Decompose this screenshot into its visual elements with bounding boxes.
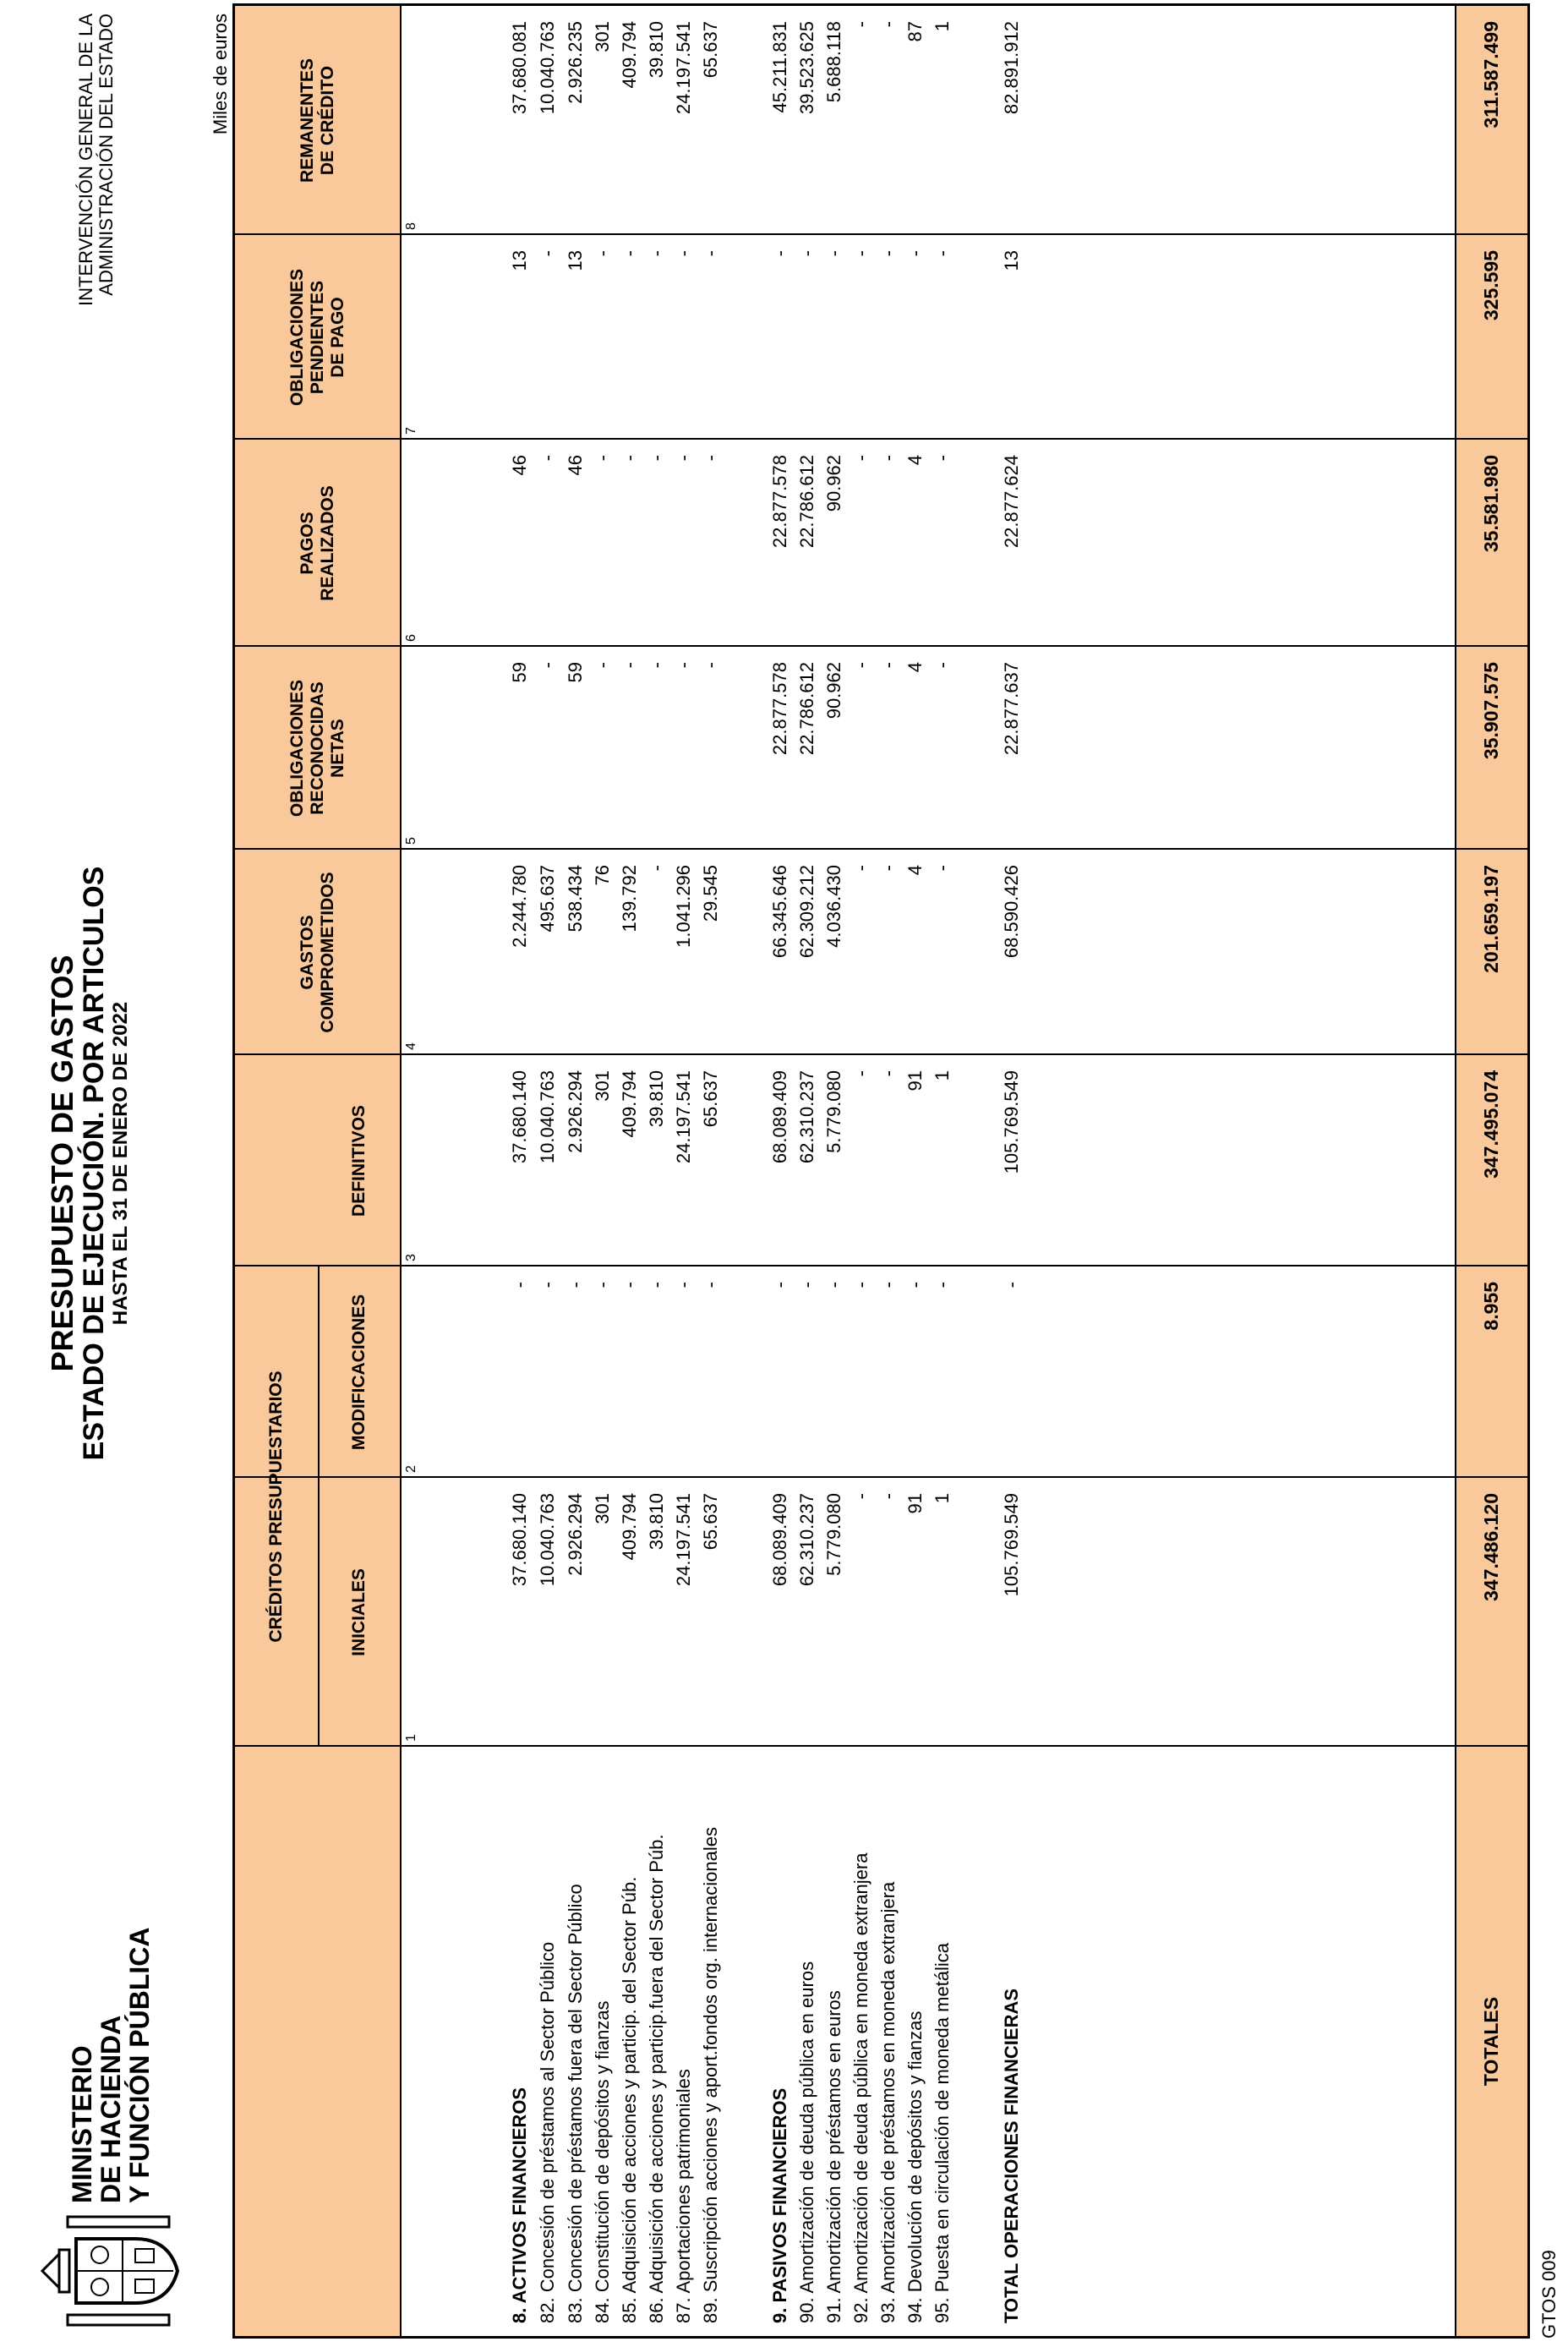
row-value: 59 bbox=[565, 662, 586, 683]
units-label: Miles de euros bbox=[210, 14, 231, 135]
row-value: 2.926.235 bbox=[565, 21, 586, 104]
column-number: 7 bbox=[404, 427, 418, 435]
row-value: - bbox=[850, 250, 871, 257]
row-value: - bbox=[850, 662, 871, 669]
row-value: - bbox=[850, 865, 871, 872]
row-value: 4.036.430 bbox=[823, 865, 844, 948]
row-concept: 92. Amortización de deuda pública en moneda extranjera bbox=[850, 1852, 871, 2323]
header-comprometidos: GASTOS COMPROMETIDOS bbox=[297, 872, 337, 1033]
column-number: 6 bbox=[404, 634, 418, 642]
report-title: PRESUPUESTO DE GASTOS bbox=[45, 955, 79, 1372]
row-value: - bbox=[850, 455, 871, 462]
row-concept: 85. Adquisición de acciones y particip. del Sector Púb. bbox=[619, 1876, 640, 2323]
row-value: 39.810 bbox=[646, 21, 667, 79]
row-value: 301 bbox=[592, 21, 613, 52]
row-value: - bbox=[877, 1493, 899, 1500]
row-value: - bbox=[850, 1493, 871, 1500]
row-value: 4 bbox=[904, 455, 926, 466]
row-value: - bbox=[850, 21, 871, 28]
row-value: 409.794 bbox=[619, 21, 640, 89]
row-value: 2.926.294 bbox=[565, 1493, 586, 1576]
row-value: - bbox=[565, 1282, 586, 1288]
row-value: 10.040.763 bbox=[537, 21, 558, 115]
row-value: 13 bbox=[1001, 250, 1022, 271]
row-value: - bbox=[592, 662, 613, 669]
row-value: - bbox=[932, 1282, 953, 1288]
report-title-block bbox=[46, 741, 133, 1586]
row-value: 90.962 bbox=[823, 455, 844, 512]
row-value: 91 bbox=[904, 1493, 926, 1514]
row-value: 409.794 bbox=[619, 1070, 640, 1138]
row-value: 301 bbox=[592, 1493, 613, 1524]
row-value: 5.779.080 bbox=[823, 1493, 844, 1576]
row-value: - bbox=[537, 250, 558, 257]
row-value: - bbox=[877, 455, 899, 462]
header-creditos: CRÉDITOS PRESUPUESTARIOS bbox=[266, 1370, 286, 1643]
row-value: - bbox=[700, 1282, 721, 1288]
column-number: 1 bbox=[404, 1734, 418, 1742]
row-value: - bbox=[877, 1282, 899, 1288]
row-value: 62.310.237 bbox=[796, 1493, 817, 1587]
row-value: 1.041.296 bbox=[673, 865, 694, 948]
row-value: 68.089.409 bbox=[769, 1493, 790, 1587]
row-concept: 83. Concesión de préstamos fuera del Sector Público bbox=[565, 1884, 586, 2323]
row-value: 37.680.081 bbox=[509, 21, 530, 115]
row-value: 10.040.763 bbox=[537, 1493, 558, 1587]
row-value: - bbox=[537, 662, 558, 669]
row-value: 68.590.426 bbox=[1001, 865, 1022, 959]
column-number: 4 bbox=[404, 1042, 418, 1050]
row-value: - bbox=[537, 1282, 558, 1288]
row-value: - bbox=[904, 250, 926, 257]
header-remanentes: REMANENTES DE CRÉDITO bbox=[297, 58, 337, 183]
row-value: - bbox=[619, 1282, 640, 1288]
row-value: 37.680.140 bbox=[509, 1070, 530, 1164]
row-concept: 9. PASIVOS FINANCIEROS bbox=[769, 2087, 790, 2323]
row-value: - bbox=[646, 662, 667, 669]
row-value: 65.637 bbox=[700, 1070, 721, 1128]
header-pendientes: OBLIGACIONES PENDIENTES DE PAGO bbox=[287, 268, 347, 407]
total-iniciales: 347.486.120 bbox=[1480, 1493, 1502, 1601]
row-value: 538.434 bbox=[565, 865, 586, 933]
row-value: 10.040.763 bbox=[537, 1070, 558, 1164]
header-definitivos: DEFINITIVOS bbox=[348, 1105, 369, 1217]
row-value: - bbox=[700, 662, 721, 669]
row-value: 76 bbox=[592, 865, 613, 886]
row-concept: 8. ACTIVOS FINANCIEROS bbox=[509, 2087, 530, 2323]
row-value: 1 bbox=[932, 21, 953, 32]
row-value: - bbox=[646, 250, 667, 257]
row-value: 59 bbox=[509, 662, 530, 683]
row-value: - bbox=[646, 455, 667, 462]
row-value: 139.792 bbox=[619, 865, 640, 933]
row-value: - bbox=[673, 1282, 694, 1288]
row-value: - bbox=[904, 1282, 926, 1288]
row-value: 2.244.780 bbox=[509, 865, 530, 948]
row-value: - bbox=[700, 250, 721, 257]
row-value: 90.962 bbox=[823, 662, 844, 719]
row-value: - bbox=[646, 865, 667, 872]
row-value: 91 bbox=[904, 1070, 926, 1091]
row-value: - bbox=[592, 1282, 613, 1288]
total-comprometidos: 201.659.197 bbox=[1480, 865, 1502, 973]
budget-table bbox=[232, 3, 1530, 2339]
row-value: - bbox=[673, 662, 694, 669]
row-value: 62.310.237 bbox=[796, 1070, 817, 1164]
row-value: 22.877.624 bbox=[1001, 455, 1022, 549]
row-value: - bbox=[700, 455, 721, 462]
row-value: 5.688.118 bbox=[823, 21, 844, 103]
row-value: - bbox=[619, 662, 640, 669]
row-value: 46 bbox=[509, 455, 530, 476]
row-value: 4 bbox=[904, 865, 926, 876]
report-code: GTOS 009 bbox=[1538, 2250, 1560, 2339]
row-value: 87 bbox=[904, 21, 926, 42]
ministry-name: MINISTERIO DE HACIENDA Y FUNCIÓN PÚBLICA bbox=[67, 1927, 155, 2203]
column-number: 2 bbox=[404, 1465, 418, 1473]
row-value: 24.197.541 bbox=[673, 21, 694, 115]
total-pendientes: 325.595 bbox=[1480, 250, 1502, 321]
row-concept: 84. Constitución de depósitos y fianzas bbox=[592, 2000, 613, 2323]
row-concept: 86. Adquisición de acciones y particip.fuera del Sector Púb. bbox=[646, 1834, 667, 2323]
row-value: 66.345.646 bbox=[769, 865, 790, 959]
row-concept: TOTAL OPERACIONES FINANCIERAS bbox=[1001, 1988, 1022, 2323]
row-value: - bbox=[646, 1282, 667, 1288]
totals-label: TOTALES bbox=[1480, 1996, 1502, 2087]
row-value: - bbox=[796, 1282, 817, 1288]
row-value: - bbox=[877, 21, 899, 28]
organization-name: INTERVENCIÓN GENERAL DE LA ADMINISTRACIÓN DEL ESTADO bbox=[75, 14, 117, 306]
row-value: 2.926.294 bbox=[565, 1070, 586, 1153]
row-value: - bbox=[796, 250, 817, 257]
row-value: 65.637 bbox=[700, 1493, 721, 1551]
row-value: 62.309.212 bbox=[796, 865, 817, 959]
row-value: - bbox=[850, 1282, 871, 1288]
row-value: 301 bbox=[592, 1070, 613, 1102]
coat-of-arms-emblem bbox=[34, 2212, 186, 2330]
row-value: - bbox=[877, 662, 899, 669]
row-value: - bbox=[877, 1070, 899, 1077]
row-value: 4 bbox=[904, 662, 926, 673]
row-value: - bbox=[619, 455, 640, 462]
row-value: 495.637 bbox=[537, 865, 558, 933]
row-value: 409.794 bbox=[619, 1493, 640, 1561]
total-pagos: 35.581.980 bbox=[1480, 455, 1502, 553]
row-value: 46 bbox=[565, 455, 586, 476]
row-value: 65.637 bbox=[700, 21, 721, 79]
row-value: 1 bbox=[932, 1493, 953, 1504]
row-value: 39.810 bbox=[646, 1070, 667, 1128]
report-date: HASTA EL 31 DE ENERO DE 2022 bbox=[109, 1001, 132, 1326]
header-pagos: PAGOS REALIZADOS bbox=[297, 485, 337, 601]
row-value: 22.877.578 bbox=[769, 455, 790, 549]
row-value: 22.877.578 bbox=[769, 662, 790, 756]
row-value: - bbox=[1001, 1282, 1022, 1288]
row-concept: 91. Amortización de préstamos en euros bbox=[823, 1990, 844, 2323]
report-subtitle: ESTADO DE EJECUCIÓN. POR ARTICULOS bbox=[78, 866, 110, 1461]
row-value: 45.211.831 bbox=[769, 21, 790, 113]
row-value: 1 bbox=[932, 1070, 953, 1081]
row-value: - bbox=[592, 250, 613, 257]
row-value: - bbox=[932, 662, 953, 669]
row-value: - bbox=[673, 455, 694, 462]
row-concept: 93. Amortización de préstamos en moneda extranjera bbox=[877, 1881, 899, 2323]
row-value: 105.769.549 bbox=[1001, 1493, 1022, 1597]
row-concept: 95. Puesta en circulación de moneda metálica bbox=[932, 1942, 953, 2323]
row-value: - bbox=[769, 1282, 790, 1288]
row-value: 39.810 bbox=[646, 1493, 667, 1551]
row-value: - bbox=[932, 455, 953, 462]
row-value: - bbox=[877, 250, 899, 257]
row-concept: 90. Amortización de deuda pública en euros bbox=[796, 1961, 817, 2323]
row-value: 24.197.541 bbox=[673, 1070, 694, 1164]
row-value: - bbox=[592, 455, 613, 462]
total-definitivos: 347.495.074 bbox=[1480, 1070, 1502, 1179]
row-value: 68.089.409 bbox=[769, 1070, 790, 1164]
row-value: - bbox=[932, 865, 953, 872]
row-value: 105.769.549 bbox=[1001, 1070, 1022, 1174]
row-value: 24.197.541 bbox=[673, 1493, 694, 1587]
row-concept: 82. Concesión de préstamos al Sector Público bbox=[537, 1941, 558, 2323]
row-value: 22.786.612 bbox=[796, 455, 817, 549]
header-modificaciones: MODIFICACIONES bbox=[348, 1294, 369, 1451]
row-value: - bbox=[823, 250, 844, 257]
row-value: - bbox=[537, 455, 558, 462]
row-value: 13 bbox=[565, 250, 586, 271]
header-iniciales: INICIALES bbox=[348, 1568, 369, 1656]
row-value: - bbox=[932, 250, 953, 257]
row-value: - bbox=[619, 250, 640, 257]
row-value: 39.523.625 bbox=[796, 21, 817, 115]
row-concept: 94. Devolución de depósitos y fianzas bbox=[904, 2011, 926, 2323]
total-obligaciones: 35.907.575 bbox=[1480, 662, 1502, 760]
row-value: 29.545 bbox=[700, 865, 721, 922]
row-value: - bbox=[823, 1282, 844, 1288]
row-value: - bbox=[877, 865, 899, 872]
total-modificaciones: 8.955 bbox=[1480, 1282, 1502, 1331]
total-remanentes: 311.587.499 bbox=[1480, 21, 1502, 129]
row-concept: 89. Suscripción acciones y aport.fondos org. internacionales bbox=[700, 1826, 721, 2323]
column-number: 3 bbox=[404, 1254, 418, 1261]
column-number: 5 bbox=[404, 837, 418, 845]
row-value: 5.779.080 bbox=[823, 1070, 844, 1153]
row-value: - bbox=[509, 1282, 530, 1288]
row-value: 22.786.612 bbox=[796, 662, 817, 756]
row-value: 82.891.912 bbox=[1001, 21, 1022, 115]
header-obligaciones: OBLIGACIONES RECONOCIDAS NETAS bbox=[287, 679, 347, 818]
row-value: 13 bbox=[509, 250, 530, 271]
row-value: 22.877.637 bbox=[1001, 662, 1022, 756]
row-concept: 87. Aportaciones patrimoniales bbox=[673, 2069, 694, 2323]
column-number: 8 bbox=[404, 222, 418, 230]
row-value: 37.680.140 bbox=[509, 1493, 530, 1587]
row-value: - bbox=[769, 250, 790, 257]
row-value: - bbox=[850, 1070, 871, 1077]
row-value: - bbox=[673, 250, 694, 257]
